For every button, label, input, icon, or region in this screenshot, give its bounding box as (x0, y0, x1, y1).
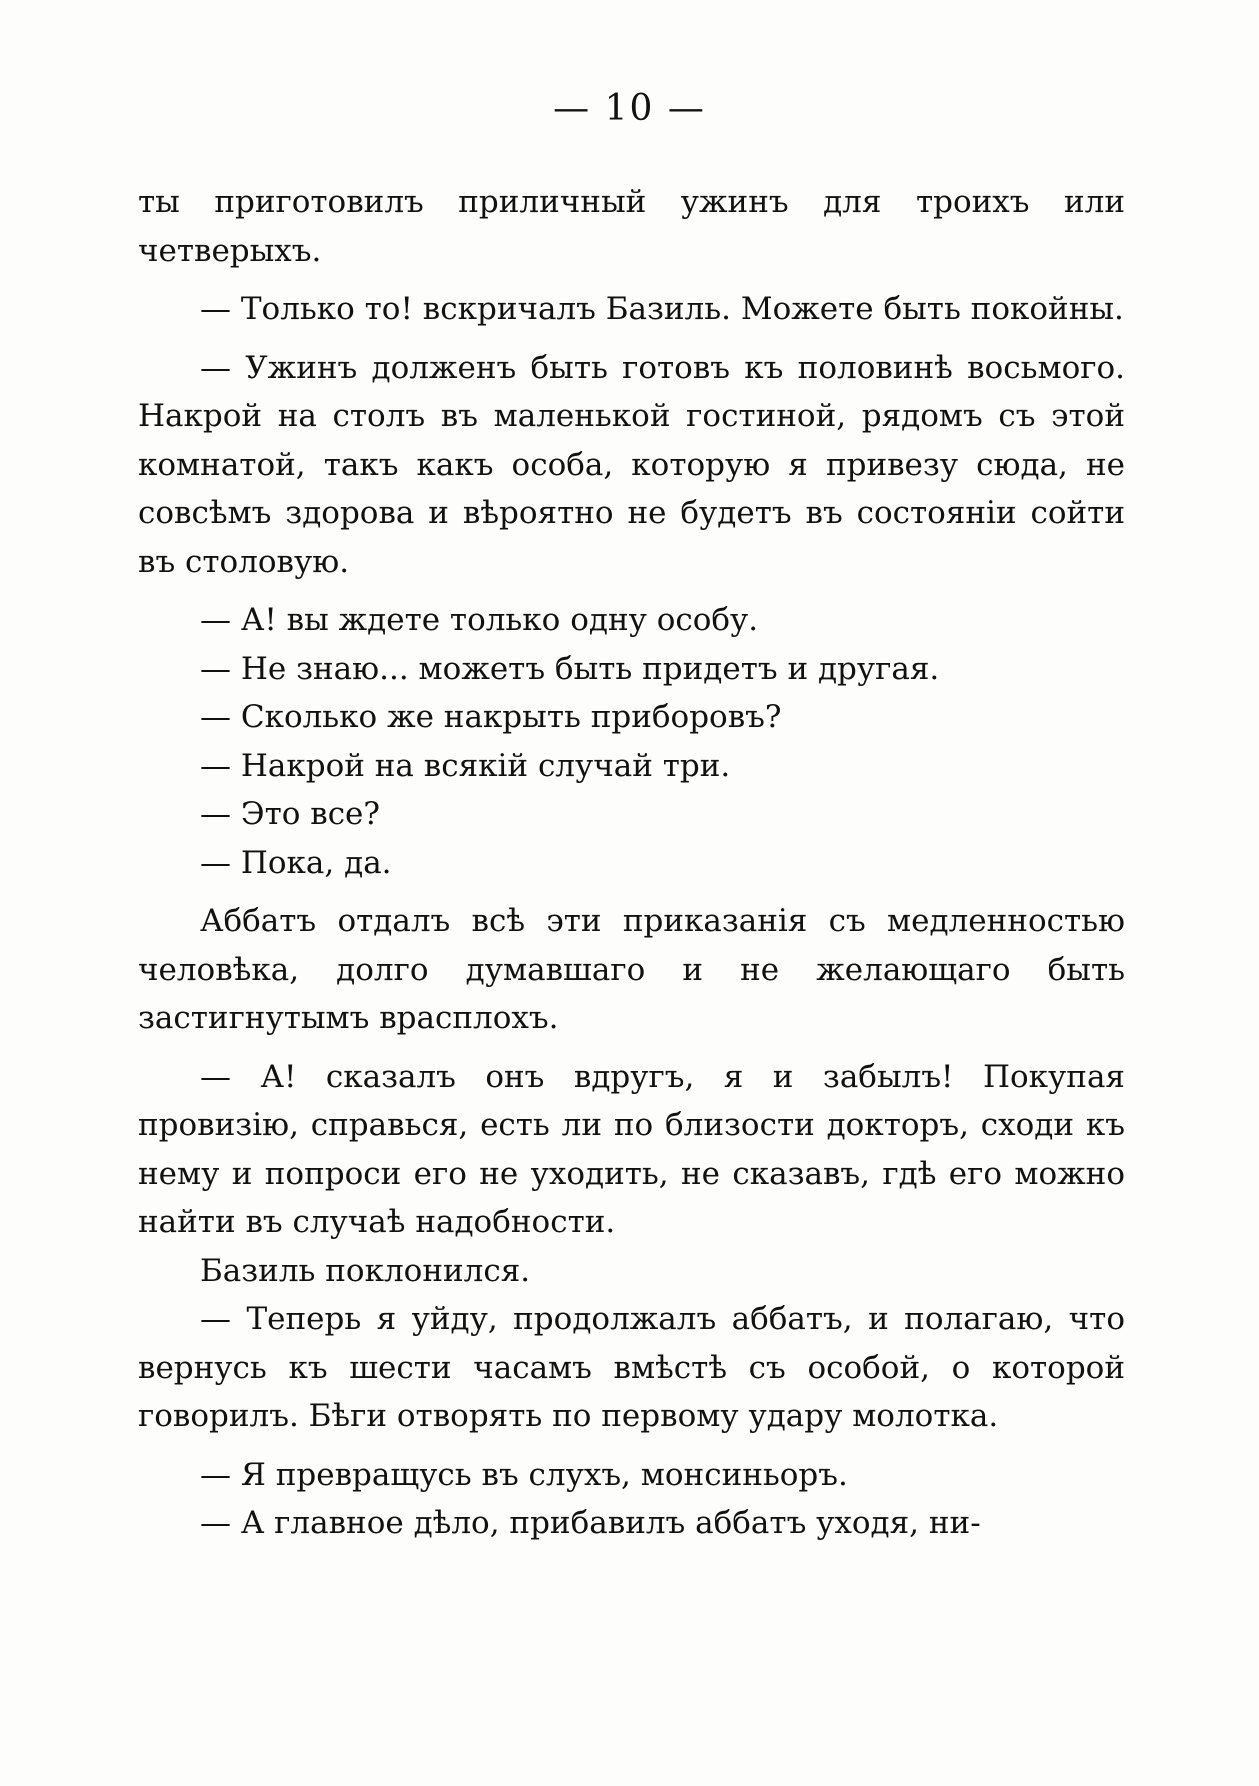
paragraph-narration: Аббатъ отдалъ всѣ эти приказанія съ медленностью человѣка, долго думавшаго и не желающаго быть застигнутымъ врасплохъ. (138, 903, 1125, 1036)
page-number: — 10 — (553, 88, 706, 129)
paragraph-dialog: — Только то! вскричалъ Базиль. Можете быть покойны. (200, 291, 1124, 327)
paragraph-dialog: — Не знаю... можетъ быть придетъ и другая. (200, 650, 940, 687)
paragraph-dialog: — А главное дѣло, прибавилъ аббатъ уходя, ни- (200, 1505, 981, 1541)
paragraph-dialog: — Ужинъ долженъ быть готовъ къ половинѣ восьмого. Накрой на столъ въ маленькой гостиной, рядомъ съ этой комнатой, такъ какъ особа, которую я привезу сюда, не совсѣмъ здорова и вѣроятно не будетъ въ состояніи сойти въ столовую. (138, 349, 1125, 580)
paragraph-continuation: ты приготовилъ приличный ужинъ для троихъ или четверыхъ. (138, 184, 1125, 269)
paragraph-dialog: — А! сказалъ онъ вдругъ, я и забылъ! Покупая провизію, справься, есть ли по близости докторъ, сходи къ нему и попроси его не уходить, не сказавъ, гдѣ его можно найти въ случаѣ надобности. (138, 1058, 1125, 1240)
paragraph-dialog: — А! вы ждете только одну особу. (200, 602, 759, 638)
paragraph-narration: Базиль поклонился. (200, 1252, 531, 1289)
paragraph-dialog: — Это все? (200, 796, 381, 832)
paragraph-dialog: — Теперь я уйду, продолжалъ аббатъ, и полагаю, что вернусь къ шести часамъ вмѣстѣ съ особой, о которой говорилъ. Бѣги отворять по первому удару молотка. (138, 1301, 1125, 1434)
paragraph-dialog: — Сколько же накрыть приборовъ? (200, 699, 782, 735)
paragraph-dialog: — Накрой на всякій случай три. (200, 747, 731, 784)
page-text (138, 178, 1125, 1548)
paragraph-dialog: — Пока, да. (200, 844, 392, 881)
paragraph-dialog: — Я превращусь въ слухъ, монсиньоръ. (200, 1456, 848, 1493)
